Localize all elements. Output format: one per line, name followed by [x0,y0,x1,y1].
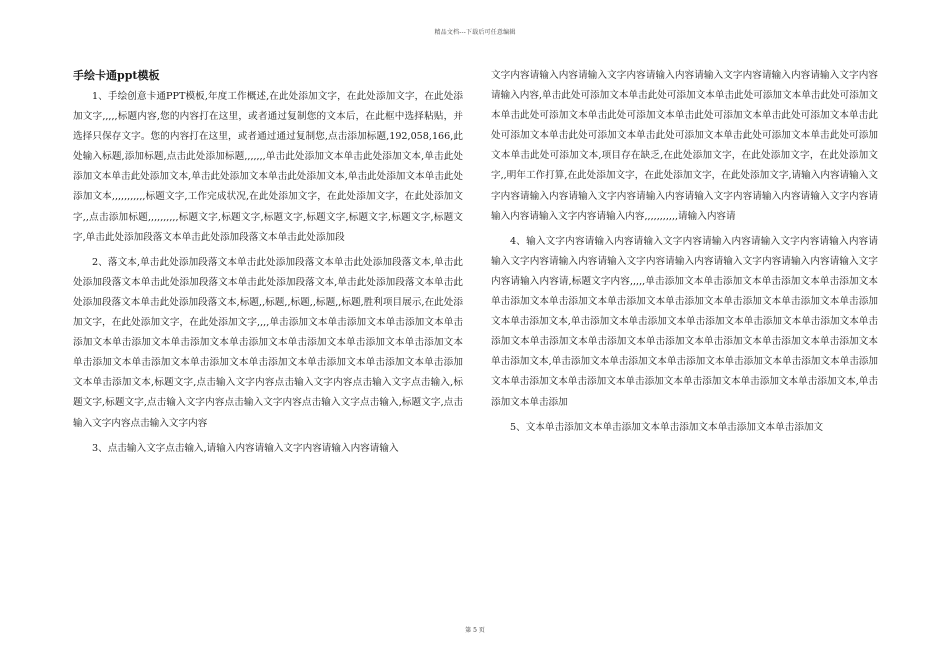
paragraph-3-continued: 文字内容请输入内容请输入文字内容请输入内容请输入文字内容请输入内容请输入文字内容请输入内容,单击此处可添加文本单击此处可添加文本单击此处可添加文本单击此处可添加文本单击此处可添加文本单击此处可添加文本单击此处可添加文本单击此处可添加文本单击此处可添加文本单击此处可添加文本单击此处可添加文本单击此处可添加文本单击此处可添加文本单击此处可添加文本,项目存在缺乏,在此处添加文字，在此处添加文字，在此处添加文字,,明年工作打算,在此处添加文字，在此处添加文字，在此处添加文字,请输入内容请输入文字内容请输入内容请输入文字内容请输入内容请输入文字内容请输入内容请输入文字内容请输入内容请输入文字内容请输入内容,,,,,,,,,,,请输入内容请 [491,70,878,222]
right-column [491,66,878,443]
left-column [73,66,463,464]
page-header: 精品文档---下载后可任意编辑 [434,29,516,36]
paragraph-2: 2、落文本,单击此处添加段落文本单击此处添加段落文本单击此处添加段落文本,单击此处添加段落文本单击此处添加段落文本单击此处添加段落文本,单击此处添加段落文本单击此处添加段落文本单击此处添加段落文本,标题,,标题,,标题,,标题,,标题,胜利项目展示,在此处添加文字，在此处添加文字，在此处添加文字,,,,单击添加文本单击添加文本单击添加文本单击添加文本单击添加文本单击添加文本单击添加文本单击添加文本单击添加文本单击添加文本单击添加文本单击添加文本单击添加文本单击添加文本单击添加文本单击添加文本单击添加文本单击添加文本,标题文字,点击输入文字内容点击输入文字内容点击输入文字点击输入,标题文字,标题文字,点击输入文字内容点击输入文字内容点击输入文字点击输入,标题文字,点击输入文字内容点击输入文字内容 [73,256,463,429]
paragraph-4: 4、输入文字内容请输入内容请输入文字内容请输入内容请输入文字内容请输入内容请输入文字内容请输入内容请输入文字内容请输入内容请输入文字内容请输入内容请输入文字内容请输入内容请,标题文字内容,,,,,单击添加文本单击添加文本单击添加文本单击添加文本单击添加文本单击添加文本单击添加文本单击添加文本单击添加文本单击添加文本单击添加文本单击添加文本,单击添加文本单击添加文本单击添加文本单击添加文本单击添加文本单击添加文本单击添加文本单击添加文本单击添加文本单击添加文本单击添加文本单击添加文本单击添加文本,单击添加文本单击添加文本单击添加文本单击添加文本单击添加文本单击添加文本单击添加文本单击添加文本单击添加文本单击添加文本单击添加文本单击添加文本,单击添加文本单击添加 [491,235,878,408]
page-number: 第 5 页 [465,627,485,634]
document-title: 手绘卡通ppt模板 [73,69,160,82]
paragraph-3: 3、点击输入文字点击输入,请输入内容请输入文字内容请输入内容请输入 [92,442,399,454]
paragraph-5: 5、文本单击添加文本单击添加文本单击添加文本单击添加文本单击添加文 [510,421,824,433]
paragraph-1: 1、手绘创意卡通PPT模板,年度工作概述,在此处添加文字，在此处添加文字，在此处添加文字,,,,,标题内容,您的内容打在这里，或者通过复制您的文本后，在此框中选择粘贴，并选择只保存文字。您的内容打在这里，或者通过通过复制您,点击添加标题,192,058,166,此处输入标题,添加标题,点击此处添加标题,,,,,,,单击此处添加文本单击此处添加文本,单击此处添加文本单击此处添加文本,单击此处添加文本单击此处添加文本,单击此处添加文本单击此处添加文本,,,,,,,,,,,标题文字,工作完成状况,在此处添加文字，在此处添加文字，在此处添加文字,,点击添加标题,,,,,,,,,,标题文字,标题文字,标题文字,标题文字,标题文字,标题文字,标题文字,单击此处添加段落文本单击此处添加段落文本单击此处添加段 [73,91,463,243]
